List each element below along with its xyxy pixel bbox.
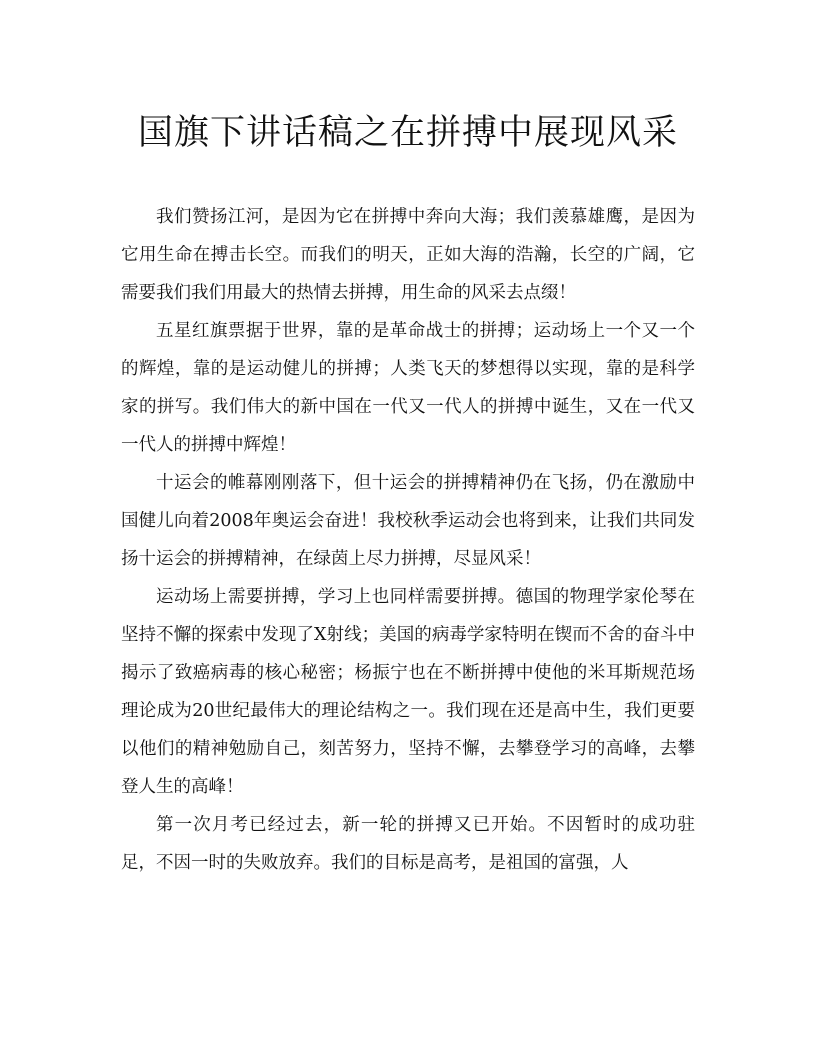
- document-title: 国旗下讲话稿之在拼搏中展现风采: [137, 113, 678, 153]
- paragraph-3: 十运会的帷幕刚刚落下，但十运会的拼搏精神仍在飞扬，仍在激励中国健儿向着2008年奥运会奋进！我校秋季运动会也将到来，让我们共同发扬十运会的拼搏精神，在绿茵上尽力拼搏，尽显风采！: [121, 473, 695, 569]
- paragraph-1: 我们赞扬江河，是因为它在拼搏中奔向大海；我们羡慕雄鹰，是因为它用生命在搏击长空。而我们的明天，正如大海的浩瀚，长空的广阔，它需要我们我们用最大的热情去拼搏，用生命的风采去点缀！: [121, 207, 695, 303]
- paragraph-4: 运动场上需要拼搏，学习上也同样需要拼搏。德国的物理学家伦琴在坚持不懈的探索中发现了X射线；美国的病毒学家特明在锲而不舍的奋斗中揭示了致癌病毒的核心秘密；杨振宁也在不断拼搏中使他的米耳斯规范场理论成为20世纪最伟大的理论结构之一。我们现在还是高中生，我们更要以他们的精神勉励自己，刻苦努力，坚持不懈，去攀登学习的高峰，去攀登人生的高峰！: [121, 587, 695, 797]
- paragraph-5: 第一次月考已经过去，新一轮的拼搏又已开始。不因暂时的成功驻足，不因一时的失败放弃。我们的目标是高考，是祖国的富强，人: [121, 815, 695, 873]
- paragraph-2: 五星红旗票据于世界，靠的是革命战士的拼搏；运动场上一个又一个的辉煌，靠的是运动健儿的拼搏；人类飞天的梦想得以实现，靠的是科学家的拼写。我们伟大的新中国在一代又一代人的拼搏中诞生，又在一代又一代人的拼搏中辉煌！: [121, 321, 695, 455]
- document-body: [121, 198, 695, 882]
